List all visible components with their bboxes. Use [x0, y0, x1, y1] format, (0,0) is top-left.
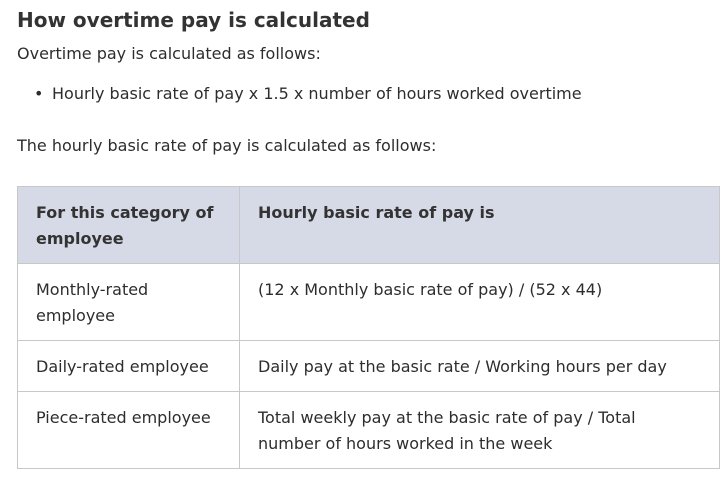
rate-cell: Total weekly pay at the basic rate of pay / Total number of hours worked in the week [240, 392, 720, 469]
formula-list [17, 83, 582, 105]
formula-text: Hourly basic rate of pay x 1.5 x number of hours worked overtime [52, 84, 582, 103]
bullet-icon: • [34, 84, 44, 103]
category-cell: Monthly-rated employee [18, 264, 240, 341]
table-row [18, 341, 720, 392]
table-row [18, 264, 720, 341]
table-intro-text: The hourly basic rate of pay is calculated as follows: [17, 136, 437, 155]
intro-text: Overtime pay is calculated as follows: [17, 44, 321, 63]
category-cell: Piece-rated employee [18, 392, 240, 469]
rate-cell: Daily pay at the basic rate / Working hours per day [240, 341, 720, 392]
table-row [18, 392, 720, 469]
rate-cell: (12 x Monthly basic rate of pay) / (52 x 44) [240, 264, 720, 341]
category-cell: Daily-rated employee [18, 341, 240, 392]
header-category: For this category of employee [18, 187, 240, 264]
list-item [17, 83, 582, 105]
table-header-row [18, 187, 720, 264]
page-title: How overtime pay is calculated [17, 8, 370, 32]
header-rate: Hourly basic rate of pay is [240, 187, 720, 264]
rate-table [17, 186, 720, 469]
